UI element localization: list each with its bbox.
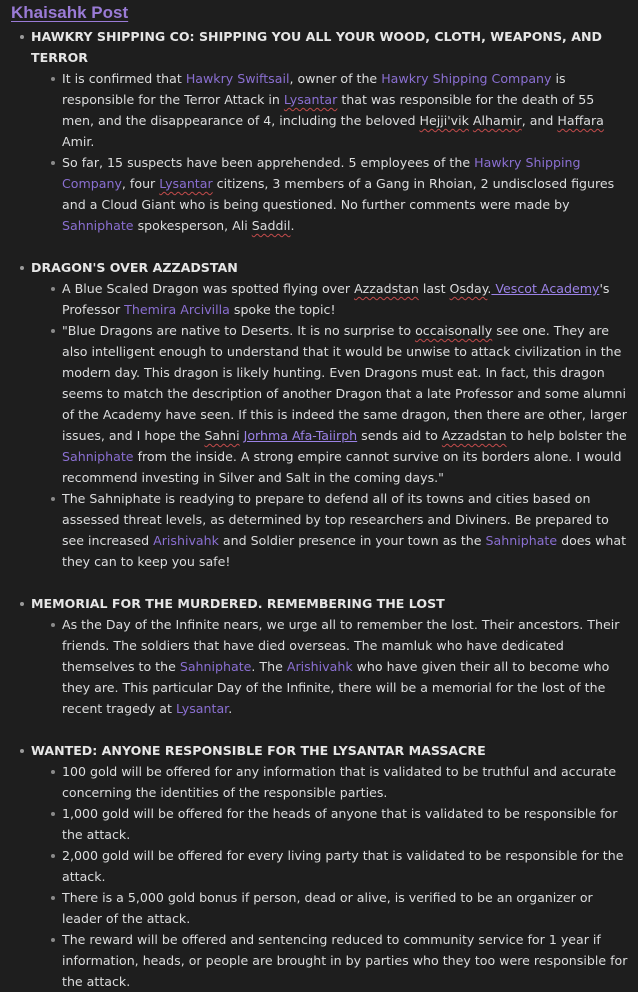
misspelled-word: Osday bbox=[449, 281, 488, 296]
text: spokesperson, Ali bbox=[133, 218, 252, 233]
section-dragons-over-azzadstan bbox=[11, 257, 628, 572]
text: Amir. bbox=[62, 134, 95, 149]
link-hawkry-shipping-company[interactable]: Hawkry Shipping Company bbox=[381, 71, 552, 86]
text: The Sahniphate is readying to prepare to defend all of its towns and cities based on assessed threat levels, as determined by top researchers and Diviners. Be prepared to see increased bbox=[62, 491, 609, 548]
link-hawkry-shipping-company[interactable]: Hawkry Shipping Company bbox=[62, 155, 581, 191]
text: As the Day of the Infinite nears, we urge all to remember the lost. Their ancestors. Their friends. The soldiers that have died overseas. The mamluk who have dedicated themselves to the bbox=[62, 617, 620, 674]
list-item: 100 gold will be offered for any information that is validated to be truthful and accurate concerning the identities of the responsible parties. bbox=[62, 761, 628, 803]
link-sahniphate[interactable]: Sahniphate bbox=[485, 533, 558, 548]
list-item bbox=[62, 614, 628, 719]
text: So far, 15 suspects have been apprehended. 5 employees of the bbox=[62, 155, 475, 170]
text: citizens, 3 members of a Gang in Rhoian, 2 undisclosed figures and a Cloud Giant who is being questioned. No further comments were made by bbox=[62, 176, 615, 212]
section-heading: HAWKRY SHIPPING CO: SHIPPING YOU ALL YOUR WOOD, CLOTH, WEAPONS, AND TERROR bbox=[11, 26, 628, 68]
text: from the inside. A strong empire cannot survive on its borders alone. I would recommend investing in Silver and Salt in the coming days." bbox=[62, 449, 622, 485]
misspelled-word: Hejji'vik bbox=[419, 113, 469, 128]
text: that was responsible for the death of 55 men, and the disappearance of 4, including the beloved bbox=[62, 92, 595, 128]
link-lysantar[interactable]: Lysantar bbox=[159, 176, 213, 191]
link-vescot-academy[interactable]: Vescot Academy bbox=[491, 281, 600, 296]
section-wanted bbox=[11, 740, 628, 992]
text: spoke the topic! bbox=[229, 302, 336, 317]
link-sahniphate[interactable]: Sahniphate bbox=[62, 218, 134, 233]
link-sahniphate[interactable]: Sahniphate bbox=[62, 449, 134, 464]
bullet-list bbox=[11, 68, 628, 236]
link-hawkry-swiftsail[interactable]: Hawkry Swiftsail bbox=[185, 71, 290, 86]
list-item bbox=[62, 488, 628, 572]
text: . The bbox=[251, 659, 287, 674]
link-sahniphate[interactable]: Sahniphate bbox=[179, 659, 252, 674]
bullet-list bbox=[11, 278, 628, 572]
text: , and bbox=[521, 113, 558, 128]
misspelled-word: Azzadstan bbox=[354, 281, 419, 296]
list-item: 1,000 gold will be offered for the heads of anyone that is validated to be responsible for the attack. bbox=[62, 803, 628, 845]
link-lysantar[interactable]: Lysantar bbox=[283, 92, 338, 107]
list-item: The reward will be offered and sentencing reduced to community service for 1 year if information, heads, or people are brought in by parties who they too were responsible for the attack. bbox=[62, 929, 628, 992]
text: . bbox=[487, 281, 492, 296]
list-item bbox=[62, 152, 628, 236]
text: see one. They are also intelligent enough to understand that it would be unwise to attack civilization in the modern day. This dragon is likely hunting. Even Dragons must eat. In fact, this dragon seems to match the description of another Dragon that a late Professor and some alumni of the Academy have seen. If this is indeed the same dragon, then there are other, larger issues, and I hope the bbox=[62, 323, 627, 443]
section-heading: DRAGON'S OVER AZZADSTAN bbox=[11, 257, 628, 278]
section-heading: WANTED: ANYONE RESPONSIBLE FOR THE LYSANTAR MASSACRE bbox=[11, 740, 628, 761]
text: . bbox=[228, 701, 233, 716]
text: who have given their all to become who they are. This particular Day of the Infinite, there will be a memorial for the lost of the recent tragedy at bbox=[62, 659, 610, 716]
text: , owner of the bbox=[289, 71, 382, 86]
page-title[interactable]: Khaisahk Post bbox=[11, 3, 129, 22]
section-hawkry-shipping bbox=[11, 26, 628, 236]
list-item: 2,000 gold will be offered for every living party that is validated to be responsible for the attack. bbox=[62, 845, 628, 887]
text: It is confirmed that bbox=[62, 71, 186, 86]
misspelled-word: Azzadstan bbox=[441, 428, 507, 443]
link-arishivahk[interactable]: Arishivahk bbox=[153, 533, 219, 548]
misspelled-word: Haffara bbox=[557, 113, 604, 128]
section-heading: MEMORIAL FOR THE MURDERED. REMEMBERING THE LOST bbox=[11, 593, 628, 614]
text: is responsible for the Terror Attack in bbox=[62, 71, 566, 107]
section-memorial bbox=[11, 593, 628, 719]
list-item bbox=[62, 320, 628, 488]
misspelled-word: Saddil bbox=[251, 218, 291, 233]
link-lysantar[interactable]: Lysantar bbox=[175, 701, 229, 716]
bullet-list bbox=[11, 761, 628, 992]
misspelled-word: occaisonally bbox=[415, 323, 493, 338]
link-themira-arcivilla[interactable]: Themira Arcivilla bbox=[124, 302, 230, 317]
list-item bbox=[62, 278, 628, 320]
link-jorhma-afa-taiirph[interactable]: Jorhma Afa-Taiirph bbox=[243, 428, 358, 443]
text: to help bolster the bbox=[506, 428, 627, 443]
text: sends aid to bbox=[357, 428, 442, 443]
text: A Blue Scaled Dragon was spotted flying over bbox=[62, 281, 355, 296]
bullet-list bbox=[11, 614, 628, 719]
misspelled-word: Alhamir bbox=[472, 113, 522, 128]
link-arishivahk[interactable]: Arishivahk bbox=[286, 659, 353, 674]
text: "Blue Dragons are native to Deserts. It is no surprise to bbox=[62, 323, 416, 338]
text: , four bbox=[121, 176, 160, 191]
text: last bbox=[418, 281, 450, 296]
text: and Soldier presence in your town as the bbox=[218, 533, 486, 548]
misspelled-word: Sahni bbox=[204, 428, 240, 443]
list-item: There is a 5,000 gold bonus if person, dead or alive, is verified to be an organizer or leader of the attack. bbox=[62, 887, 628, 929]
text: does what they can to keep you safe! bbox=[62, 533, 627, 569]
text: . bbox=[290, 218, 295, 233]
text: 's Professor bbox=[62, 281, 610, 317]
list-item bbox=[62, 68, 628, 152]
